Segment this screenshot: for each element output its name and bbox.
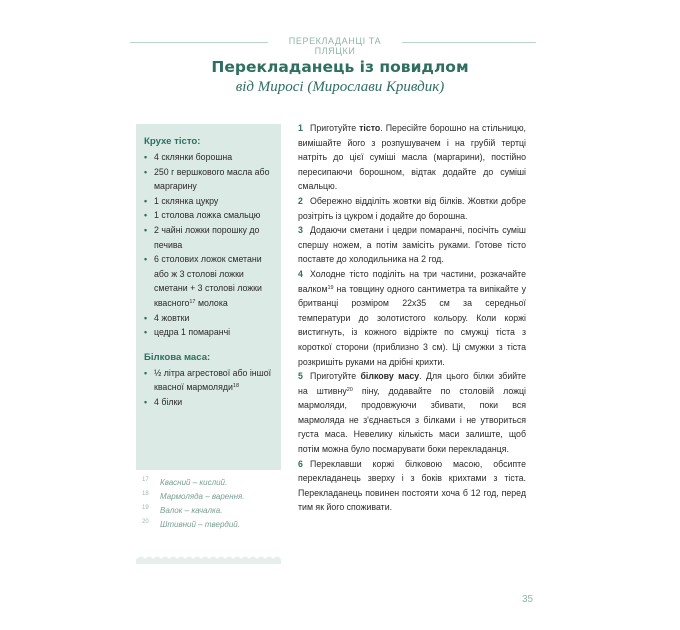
ingredient-item: • 2 чайні ложки порошку до печива [144, 223, 276, 252]
ingredient-item-jam [144, 366, 276, 395]
step-text: Переклавши коржі білковою масою, обсипте перекладанець зверху і з боків крихтами з тіста. Перекладанець повинен постояти хоча б 12 год, перед тим як його споживати. [298, 458, 526, 513]
footnote-number: 18 [142, 491, 149, 497]
step-text: . Для цього білки збийте на штивну [298, 371, 526, 396]
step-2 [298, 194, 526, 223]
step-number: 1 [298, 123, 303, 133]
footnote-text: Валок – качалка. [160, 506, 223, 515]
ingredients-sidebar [136, 124, 281, 474]
ingredient-item: • 250 г вершкового масла або маргарину [144, 165, 276, 194]
ingredient-item: • 1 столова ложка смальцю [144, 208, 276, 223]
dough-heading: Крухе тісто: [144, 136, 201, 147]
step-text: Приготуйте [310, 123, 360, 133]
footnote-ref: 18 [232, 383, 240, 390]
step-number: 2 [298, 195, 303, 206]
step-text: Обережно відділіть жовтки від білків. Жовтки добре розітріть із цукром і додайте до борошна. [298, 195, 526, 221]
page-number: 35 [522, 594, 534, 605]
step-text: на товщину одного сантиметра та випікайте у бритванці розміром 22х35 см за середньої температури до золотистого кольору. Коли коржі вистигнуть, із кожного відріжте по смужці тіста з короткої сторони (приблизно 3 см). Ці смужки з тіста розкришіть руками на дрібні крихти. [298, 283, 526, 367]
step-text: Додаючи сметани і цедри помаранчі, посічіть суміш спершу ножем, а потім замісіть руками. Готове тісто поставте до холодильника на 2 год. [298, 225, 526, 265]
ingredient-text: 6 столових ложок сметани або ж 3 столові ложки сметани + 3 столові ложки квасного [154, 254, 262, 308]
step-4 [298, 267, 526, 369]
step-number: 5 [298, 371, 303, 382]
step-text: Холодне тісто поділіть на три частини, розкачайте валком [298, 268, 526, 294]
ingredient-item-sour-cream [144, 252, 276, 310]
ingredients-content [144, 136, 276, 410]
step-keyword: тісто [359, 123, 381, 133]
step-text: . Пересійте борошно на стільницю, вимішайте його з розпушувачем і на грубій тертці натріть до цієї суміші масла (маргарини), постійно пересипаючи борошном, відтак додайте до суміші смальцю. [298, 123, 526, 192]
footnotes [136, 470, 281, 558]
meringue-heading: Білкова маса: [144, 351, 211, 363]
step-number: 3 [298, 225, 303, 236]
section-header: ПЕРЕКЛАДАНЦІ ТА ПЛЯЦКИ [288, 36, 382, 56]
dough-ingredients-list [144, 150, 276, 340]
spacer [144, 340, 276, 352]
footnote-text: Квасний – кислий. [160, 478, 228, 487]
step-number: 4 [298, 268, 303, 279]
footnote-ref: 20 [346, 386, 353, 393]
recipe-steps [298, 121, 526, 515]
footnote-number: 19 [142, 505, 149, 511]
ingredient-text-tail: молока [197, 297, 228, 308]
header-rule-right [402, 42, 536, 43]
meringue-ingredients-list [144, 366, 276, 410]
recipe-title: Перекладанець із повидлом [211, 58, 469, 76]
step-text: Приготуйте [310, 371, 361, 382]
step-6 [298, 457, 526, 515]
step-number: 6 [298, 458, 303, 469]
ingredient-item: • 4 жовтки [144, 311, 276, 326]
ingredient-text: ½ літра агрестової або іншої квасної мармоляди [154, 367, 272, 393]
ingredient-item: • цедра 1 помаранчі [144, 325, 276, 340]
step-3 [298, 223, 526, 267]
step-5 [298, 369, 526, 457]
recipe-subtitle: від Миросі (Мирослави Кривдик) [235, 79, 445, 95]
step-1 [298, 121, 526, 194]
ingredient-item: • 1 склянка цукру [144, 194, 276, 209]
footnote-text: Мармоляда – варення. [160, 492, 245, 501]
footnote-text: Штивний – твердий. [160, 520, 240, 529]
footnote-ref: 17 [189, 298, 196, 305]
lace-border-bottom [136, 554, 281, 564]
footnote-ref: 19 [327, 284, 334, 291]
ingredient-item: • 4 склянки борошна [144, 150, 276, 165]
footnote-number: 17 [142, 477, 149, 483]
step-keyword: білкову масу [360, 371, 420, 382]
step-text: піну, додавайте по столовій ложці мармоляди, продовжуючи збивати, поки вся мармоляда не з'єднається з білками і не утвориться густа маса. Невелику кількість маси залиште, щоб потім можна було посмарувати боки перекладанця. [298, 385, 527, 455]
header-rule-left [130, 42, 268, 43]
ingredient-item: • 4 білки [144, 395, 276, 410]
footnote-number: 20 [142, 519, 149, 525]
